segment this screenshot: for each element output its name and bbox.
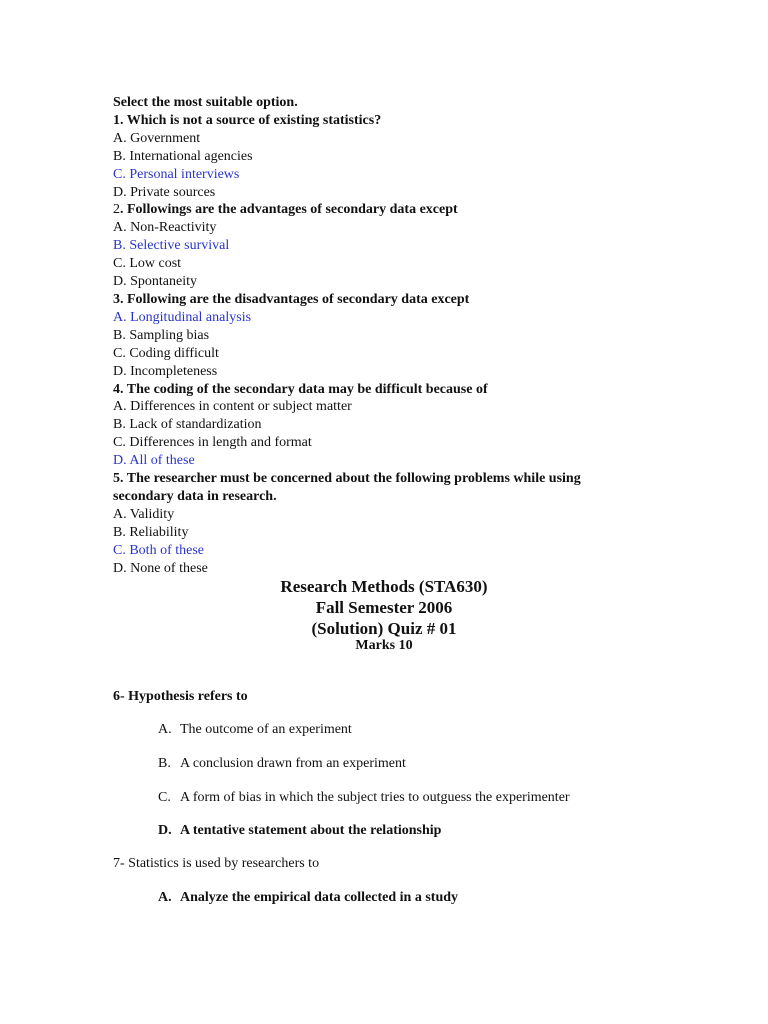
q7-option-a-letter: A. — [158, 890, 172, 905]
question-5: 5. The researcher must be concerned about the following problems while using secondary data in research. — [113, 471, 581, 504]
q4-option-d-answer: D. All of these — [113, 453, 195, 469]
q1-option-d: D. Private sources — [113, 184, 216, 200]
instruction: Select the most suitable option. — [113, 95, 298, 110]
q6-option-d-answer — [158, 823, 441, 839]
q6-option-d-letter: D. — [158, 823, 172, 838]
q3-option-b: B. Sampling bias — [113, 327, 210, 343]
q5-option-b: B. Reliability — [113, 524, 189, 540]
question-2-number: 2 — [113, 202, 120, 218]
q7-option-a-text: Analyze the empirical data collected in a study — [180, 890, 459, 905]
q7-option-a-answer — [158, 890, 458, 906]
q1-option-c-answer: C. Personal interviews — [113, 166, 240, 182]
course-title: Research Methods (STA630) — [280, 577, 488, 596]
q6-option-a-text: The outcome of an experiment — [180, 722, 352, 737]
semester-title: Fall Semester 2006 — [315, 598, 453, 617]
q5-option-d: D. None of these — [113, 560, 208, 576]
q6-option-a-letter: A. — [158, 722, 172, 737]
q6-option-b — [158, 756, 406, 772]
q4-option-b: B. Lack of standardization — [113, 417, 262, 433]
q6-option-b-text: A conclusion drawn from an experiment — [180, 756, 406, 771]
q6-option-c-text: A form of bias in which the subject tries to outguess the experimenter — [180, 790, 570, 805]
question-3: 3. Following are the disadvantages of secondary data except — [113, 291, 470, 307]
q2-option-d: D. Spontaneity — [113, 274, 197, 290]
q6-option-c — [158, 790, 570, 806]
q1-option-a: A. Government — [113, 130, 201, 146]
marks-label: Marks 10 — [355, 638, 413, 653]
question-7: 7- Statistics is used by researchers to — [113, 856, 320, 871]
q5-option-a: A. Validity — [113, 506, 175, 522]
q3-option-d: D. Incompleteness — [113, 363, 218, 379]
q4-option-c: C. Differences in length and format — [113, 435, 312, 451]
q4-option-a: A. Differences in content or subject matter — [113, 399, 352, 415]
quiz-title: (Solution) Quiz # 01 — [311, 619, 457, 638]
q6-option-d-text: A tentative statement about the relationship — [180, 823, 442, 838]
q2-option-a: A. Non-Reactivity — [113, 220, 217, 236]
q6-option-c-letter: C. — [158, 790, 171, 805]
question-4: 4. The coding of the secondary data may be difficult because of — [113, 381, 488, 397]
q2-option-b-answer: B. Selective survival — [113, 238, 230, 254]
q1-option-b: B. International agencies — [113, 148, 253, 164]
q6-option-a — [158, 722, 352, 738]
question-6: 6- Hypothesis refers to — [113, 689, 248, 704]
question-1: 1. Which is not a source of existing statistics? — [113, 112, 382, 128]
q3-option-c: C. Coding difficult — [113, 345, 219, 361]
q3-option-a-answer: A. Longitudinal analysis — [113, 309, 252, 325]
question-2 — [113, 201, 673, 219]
q5-option-c-answer: C. Both of these — [113, 542, 204, 558]
quiz-questions-1-5 — [113, 94, 673, 577]
question-2-text: . Followings are the advantages of secondary data except — [120, 202, 458, 218]
q6-option-b-letter: B. — [158, 756, 171, 771]
q2-option-c: C. Low cost — [113, 256, 182, 272]
